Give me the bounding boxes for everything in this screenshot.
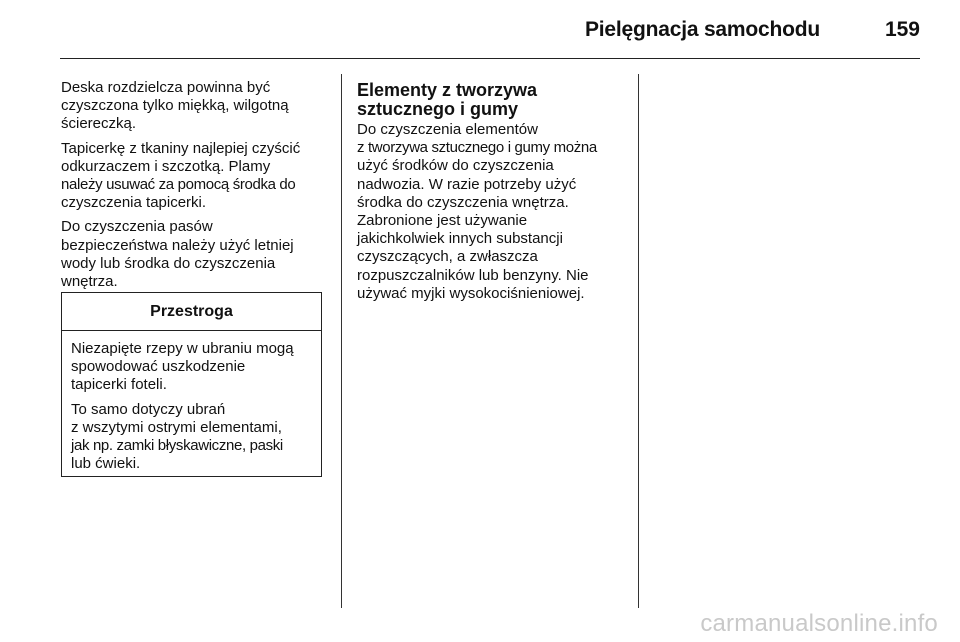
text-line: Deska rozdzielcza powinna być bbox=[61, 79, 271, 96]
text-line: czyszczona tylko miękką, wilgotną bbox=[61, 97, 289, 115]
text-line: Do czyszczenia elementów bbox=[357, 121, 538, 138]
watermark: carmanualsonline.info bbox=[700, 610, 938, 637]
text-line: jakichkolwiek innych substancji bbox=[357, 230, 563, 248]
section-heading bbox=[357, 81, 632, 119]
warning-title: Przestroga bbox=[62, 293, 321, 331]
paragraph-seat-belts bbox=[61, 218, 326, 291]
text-line: rozpuszczalników lub benzyny. Nie bbox=[357, 266, 589, 284]
text-line: Zabronione jest używanie bbox=[357, 212, 528, 230]
warning-body bbox=[62, 331, 321, 473]
text-line: należy usuwać za pomocą środka do bbox=[61, 176, 296, 194]
text-line: bezpieczeństwa należy użyć letniej bbox=[61, 236, 294, 254]
middle-column bbox=[357, 81, 632, 303]
text-line: wody lub środka do czyszczenia bbox=[61, 254, 276, 272]
heading-line: Elementy z tworzywa bbox=[357, 80, 538, 100]
text-line: środka do czyszczenia wnętrza. bbox=[357, 193, 569, 211]
text-line: jak np. zamki błyskawiczne, paski bbox=[71, 437, 283, 455]
text-line: używać myjki wysokociśnieniowej. bbox=[357, 284, 585, 302]
text-line: użyć środków do czyszczenia bbox=[357, 157, 554, 175]
left-column bbox=[61, 79, 326, 297]
text-line: lub ćwieki. bbox=[71, 455, 141, 473]
text-line: Do czyszczenia pasów bbox=[61, 218, 213, 236]
warning-paragraph bbox=[71, 340, 313, 395]
text-line: czyszczących, a zwłaszcza bbox=[357, 248, 538, 266]
text-line: czyszczenia tapicerki. bbox=[61, 194, 207, 212]
text-line: ściereczką. bbox=[61, 115, 137, 133]
column-divider bbox=[341, 74, 342, 608]
text-line: nadwozia. W razie potrzeby użyć bbox=[357, 175, 577, 193]
column-divider bbox=[638, 74, 639, 608]
page-title: Pielęgnacja samochodu bbox=[584, 18, 820, 41]
text-line: tapicerki foteli. bbox=[71, 376, 167, 394]
text-line: To samo dotyczy ubrań bbox=[71, 400, 226, 418]
text-line: spowodować uszkodzenie bbox=[71, 358, 246, 376]
paragraph-upholstery bbox=[61, 140, 326, 213]
page-number: 159 bbox=[884, 18, 920, 41]
warning-paragraph bbox=[71, 401, 313, 474]
text-line: z wszytymi ostrymi elementami, bbox=[71, 418, 282, 436]
heading-line: sztucznego i gumy bbox=[357, 99, 519, 119]
text-line: odkurzaczem i szczotką. Plamy bbox=[61, 157, 271, 175]
text-line: Niezapięte rzepy w ubraniu mogą bbox=[71, 340, 294, 357]
header-divider bbox=[60, 58, 920, 59]
warning-box bbox=[61, 292, 322, 477]
section-body bbox=[357, 121, 632, 303]
text-line: Tapicerkę z tkaniny najlepiej czyścić bbox=[61, 139, 301, 157]
paragraph-dashboard bbox=[61, 79, 326, 134]
text-line: wnętrza. bbox=[61, 273, 118, 291]
text-line: z tworzywa sztucznego i gumy można bbox=[357, 139, 597, 157]
